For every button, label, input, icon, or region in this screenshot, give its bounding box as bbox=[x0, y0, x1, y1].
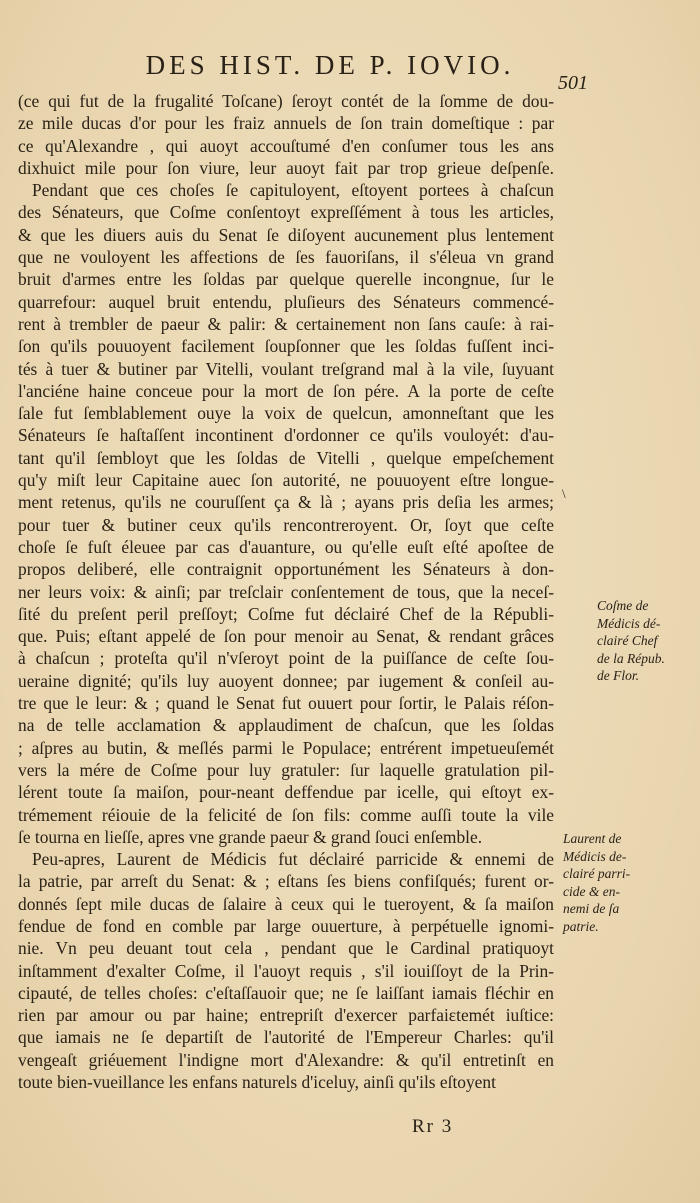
text-line: propos deliberé, elle contraignit opportunément les Sénateurs à don- bbox=[18, 559, 554, 580]
text-line: ſe tourna en lieſſe, apres vne grande paeur & grand ſouci enſemble. bbox=[18, 826, 483, 847]
text-line: des Sénateurs, que Coſme conſentoyt expreſſément à tous les articles, bbox=[18, 202, 554, 223]
text-line: tés à tuer & butiner par Vitelli, voulant treſgrand mal à la vile, ſuyuant bbox=[18, 358, 554, 379]
margin-note-line: Médicis de- bbox=[563, 848, 627, 864]
text-line: vengeaſt griéuement l'indigne mort d'Alexandre: & qu'il entretinſt en bbox=[18, 1049, 554, 1070]
text-line: que iamais ne ſe departiſt de l'autorité de l'Empereur Charles: qu'il bbox=[18, 1027, 554, 1048]
text-line: ſale fut ſemblablement ouye la voix de quelcun, amonneſtant que les bbox=[18, 403, 554, 424]
text-line: lérent toute ſa maiſon, pour-neant deffendue par icelle, qui eſtoyt ex- bbox=[18, 782, 554, 803]
text-line: ſité du preſent peril preſſoyt; Coſme fut déclairé Chef de la Républi- bbox=[18, 603, 554, 624]
text-line: ueraine dignité; qu'ils luy auoyent donnee; par iugement & conſeil au- bbox=[18, 670, 554, 691]
running-title: DES HIST. DE P. IOVIO. bbox=[145, 50, 515, 80]
margin-note-line: Laurent de bbox=[563, 831, 622, 846]
text-line: Pendant que ces choſes ſe capituloyent, eſtoyent portees à chaſcun bbox=[32, 180, 554, 201]
margin-note-line: nemi de ſa bbox=[563, 901, 620, 916]
text-line: bruit d'armes entre les ſoldas par quelque querelle incongnue, ſur le bbox=[18, 269, 554, 290]
text-line: qu'y miſt leur Capitaine auec ſon autorité, ne pouuoyent eſtre longue- bbox=[18, 470, 554, 491]
text-line: ; aſpres au butin, & meſlés parmi le Populace; entrérent impetueuſemét bbox=[18, 737, 554, 758]
text-line: na de telle acclamation & applaudiment de chaſcun, que les ſoldas bbox=[18, 715, 554, 736]
margin-note-line: clairé Chef bbox=[597, 633, 658, 648]
margin-note-cosme bbox=[597, 597, 665, 685]
text-line: vers la mére de Coſme pour luy gratuler: ſur laquelle gratulation pil- bbox=[18, 759, 554, 780]
text-line: l'anciéne haine conceue pour la mort de ſon pére. A la porte de ceſte bbox=[18, 380, 554, 401]
margin-note-line: de Flor. bbox=[597, 668, 639, 683]
margin-note-line: Coſme de bbox=[597, 598, 649, 613]
text-line: tre que le leur: & ; quand le Senat fut ouuert pour ſortir, le Palais réſon- bbox=[18, 693, 554, 714]
text-line: fendue de fond en comble par large ouuerture, à perpétuelle ignomi- bbox=[18, 915, 554, 936]
page-number: 501 bbox=[558, 72, 588, 94]
text-line: ze mile ducas d'or pour les fraiz annuels de ſon train domeſtique : par bbox=[18, 113, 554, 134]
margin-note-laurent bbox=[563, 830, 630, 935]
text-line: & que les diuers auis du Senat ſe diſoyent aucunement plus lentement bbox=[18, 224, 554, 245]
text-line: toute bien-vueillance les enfans naturels d'iceluy, ainſi qu'ils eſtoyent bbox=[18, 1072, 496, 1093]
signature-mark: Rr 3 bbox=[412, 1116, 454, 1137]
text-line: cipauté, de telles choſes: c'eſtaſſauoir que; ne ſe laiſſant iamais fléchir en bbox=[18, 982, 554, 1003]
text-line: ment retenus, qu'ils ne couruſſent ça & là ; ayans pris deſia les armes; bbox=[18, 492, 554, 513]
text-line: ce qu'Alexandre , qui auoyt accouſtumé d'en conſumer tous les ans bbox=[18, 135, 554, 156]
margin-note-line: clairé parri- bbox=[563, 866, 631, 881]
text-line: nie. Vn peu deuant tout cela , pendant que le Cardinal pratiquoyt bbox=[18, 938, 554, 959]
margin-note-line: de la Répub. bbox=[597, 650, 665, 666]
body-text bbox=[18, 90, 554, 1093]
text-line: que ne vouloyent les affeɛtions de ſes fauoriſans, il s'éleua vn grand bbox=[18, 247, 554, 268]
text-line: donnés ſept mile ducas de ſalaire à ceux qui le tueroyent, & ſa maiſon bbox=[18, 893, 554, 914]
text-line: pour tuer & butiner ceux qu'ils rencontreroyent. Or, ſoyt que ceſte bbox=[18, 514, 554, 535]
text-line: à chaſcun ; proteſta qu'il n'vſeroyt point de la puiſſance de ceſte ſou- bbox=[18, 648, 554, 669]
text-line: dixhuict mile pour ſon viure, leur auoyt fait par trop grieue deſpenſe. bbox=[18, 157, 554, 178]
text-line: que. Puis; eſtant appelé de ſon pour menoir au Senat, & rendant grâces bbox=[18, 626, 554, 647]
text-line: trémement réiouie de la felicité de ſon fils: comme auſſi toute la vile bbox=[18, 804, 554, 825]
text-line: choſe ſe fuſt éleuee par cas d'auanture, ou qu'elle euſt eſté apoſtee de bbox=[18, 536, 554, 557]
text-line: Peu-apres, Laurent de Médicis fut déclairé parricide & ennemi de bbox=[32, 849, 554, 870]
margin-mark: \ bbox=[562, 486, 566, 501]
text-line: rent à trembler de paeur & palir: & certainement non ſans cauſe: à rai- bbox=[18, 313, 554, 334]
text-line: tant qu'il ſembloyt que les ſoldas de Vitelli , quelque empeſchement bbox=[18, 447, 554, 468]
text-line: rien par amour ou par haine; entrepriſt d'exercer parfaiɛtemét iuſtice: bbox=[18, 1005, 554, 1026]
margin-note-line: cide & en- bbox=[563, 883, 620, 899]
text-line: la patrie, par arreſt du Senat: & ; eſtans ſes biens confiſqués; furent or- bbox=[18, 871, 554, 892]
text-line: Sénateurs ſe haſtaſſent incontinent d'ordonner ce qu'ils vouloyét: d'au- bbox=[18, 425, 554, 446]
text-line: quarrefour: auquel bruit entendu, pluſieurs des Sénateurs commencé- bbox=[18, 291, 554, 312]
margin-note-line: Médicis dé- bbox=[597, 615, 661, 631]
text-line: (ce qui fut de la frugalité Toſcane) ſeroyt contét de la ſomme de dou- bbox=[18, 91, 554, 111]
text-line: ner leurs voix: & ainſi; par treſclair conſentement de tous, que la neceſ- bbox=[18, 581, 554, 602]
text-line: inſtamment d'exalter Coſme, il l'auoyt requis , s'il iouiſſoyt de la Prin- bbox=[18, 960, 554, 981]
text-line: ſon qu'ils pouuoyent facilement ſoupſonner que les ſoldas fuſſent inci- bbox=[18, 336, 554, 357]
margin-note-line: patrie. bbox=[563, 918, 599, 934]
